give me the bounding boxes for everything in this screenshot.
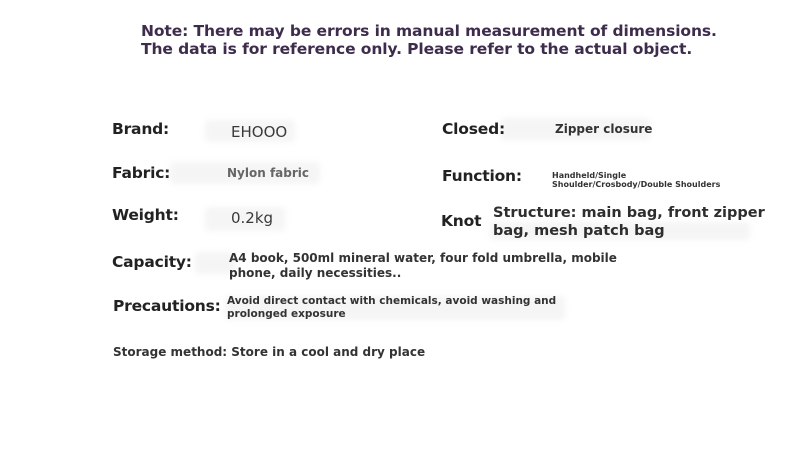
disclaimer-line-2: The data is for reference only. Please refer to the actual object. bbox=[141, 40, 693, 58]
disclaimer-note bbox=[141, 22, 761, 58]
capacity-value-line-1: A4 book, 500ml mineral water, four fold umbrella, mobile bbox=[229, 251, 617, 265]
knot-value-line-2: bag, mesh patch bag bbox=[493, 223, 665, 239]
storage-method: Storage method: Store in a cool and dry place bbox=[113, 345, 426, 359]
closed-label: Closed: bbox=[442, 120, 505, 138]
function-label: Function: bbox=[442, 167, 522, 185]
precautions-value-line-1: Avoid direct contact with chemicals, avoid washing and bbox=[227, 295, 557, 307]
precautions-value-line-2: prolonged exposure bbox=[227, 308, 346, 320]
function-value-line-2: Shoulder/Crosbody/Double Shoulders bbox=[552, 180, 721, 189]
precautions-value bbox=[227, 295, 556, 321]
function-value bbox=[552, 171, 720, 189]
disclaimer-line-1: Note: There may be errors in manual measurement of dimensions. bbox=[141, 22, 717, 40]
fabric-value: Nylon fabric bbox=[227, 166, 309, 180]
capacity-label: Capacity: bbox=[112, 253, 192, 271]
brand-value: EHOOO bbox=[231, 123, 288, 141]
capacity-value bbox=[229, 251, 617, 281]
weight-value: 0.2kg bbox=[231, 209, 274, 227]
closed-value: Zipper closure bbox=[555, 122, 653, 136]
knot-label: Knot bbox=[441, 212, 482, 230]
function-value-line-1: Handheld/Single bbox=[552, 171, 627, 180]
precautions-label: Precautions: bbox=[113, 297, 221, 315]
knot-value-line-1: Structure: main bag, front zipper bbox=[493, 205, 765, 221]
knot-value bbox=[493, 204, 765, 240]
weight-label: Weight: bbox=[112, 206, 179, 224]
brand-label: Brand: bbox=[112, 120, 170, 138]
fabric-label: Fabric: bbox=[112, 164, 171, 182]
capacity-value-line-2: phone, daily necessities.. bbox=[229, 266, 402, 280]
